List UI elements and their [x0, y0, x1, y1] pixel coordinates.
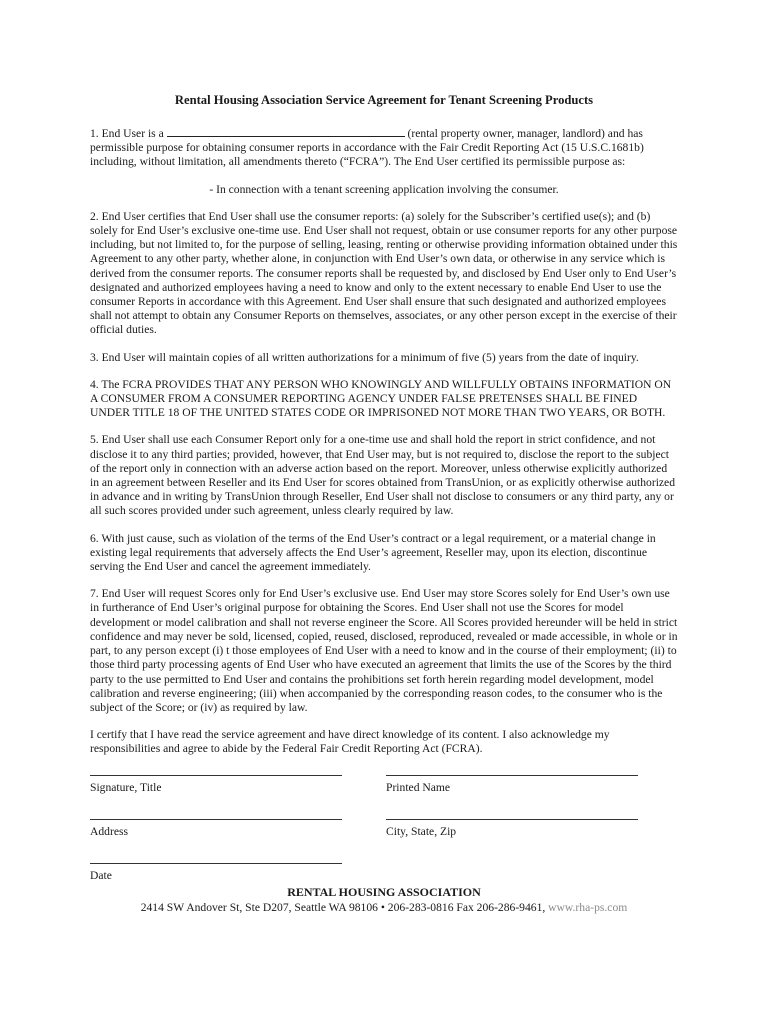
footer-contact	[90, 900, 678, 915]
date-line	[90, 863, 342, 864]
signature-line	[90, 775, 342, 776]
signature-title-field[interactable]	[90, 775, 342, 795]
date-field[interactable]	[90, 863, 342, 883]
footer-website-link[interactable]: www.rha-ps.com	[548, 900, 628, 914]
clause-2: 2. End User certifies that End User shall use the consumer reports: (a) solely for the Subscriber’s certified use(s); and (b) solely for End User’s exclusive one-time use. End User shall not request, obtain or use consumer reports for any other purpose including, but not limited to, for the purpose of selling, leasing, renting or otherwise providing information obtained under this Agreement to any other party, whether alone, in conjunction with End User’s own data, or otherwise in any service which is derived from the consumer reports. The consumer reports shall be requested by, and disclosed by End User only to End User’s designated and authorized employees having a need to know and only to the extent necessary to enable End User to use the consumer Reports in accordance with this Agreement. End User shall ensure that such designated and authorized employees shall not attempt to obtain any Consumer Reports on themselves, associates, or any other person except in the exercise of their official duties.	[90, 209, 678, 337]
clause-1-rest: (rental property owner, manager, landlord) and has permissible purpose for obtaining consumer reports in accordance with the Fair Credit Reporting Act (15 U.S.C.1681b) including, without limitation, all amendments thereto (“FCRA”). The End User certified its permissible purpose as:	[90, 127, 644, 169]
printed-name-line	[386, 775, 638, 776]
clause-4: 4. The FCRA PROVIDES THAT ANY PERSON WHO KNOWINGLY AND WILLFULLY OBTAINS INFORMATION ON A CONSUMER FROM A CONSUMER REPORTING AGENCY UNDER FALSE PRETENSES SHALL BE FINED UNDER TITLE 18 OF THE UNITED STATES CODE OR IMPRISONED NOT MORE THAN TWO YEARS, OR BOTH.	[90, 377, 672, 420]
clause-6: 6. With just cause, such as violation of the terms of the End User’s contract or a legal requirement, or a material change in existing legal requirements that adversely affects the End User’s agreement, Reseller may, upon its election, discontinue serving the End User and cancel the agreement immediately.	[90, 531, 656, 574]
clause-1	[90, 126, 678, 170]
address-field[interactable]	[90, 819, 342, 839]
clause-3: 3. End User will maintain copies of all written authorizations for a minimum of five (5) years from the date of inquiry.	[90, 350, 639, 364]
end-user-type-blank[interactable]	[167, 126, 405, 137]
clause-7: 7. End User will request Scores only for End User’s exclusive use. End User may store Scores solely for End User’s own use in furtherance of End User’s original purpose for obtaining the Scores. End User shall not use the Scores for model development or model calibration and shall not reverse engineer the Score. All Scores provided hereunder will be held in strict confidence and may never be sold, licensed, copied, reused, disclosed, reproduced, revealed or made accessible, in whole or in part, to any person except (i) t those employees of End User with a need to know and in the course of their employment; (ii) to those third party processing agents of End User who have executed an agreement that limits the use of the Scores by the third party to the use permitted to End User and contains the prohibitions set forth herein regarding model development, model calibration and reverse engineering; (iii) when accompanied by the corresponding reason codes, to the consumer who is the subject of the Score; or (iv) as required by law.	[90, 587, 678, 714]
footer	[90, 885, 678, 915]
printed-name-field[interactable]	[386, 775, 638, 795]
footer-address: 2414 SW Andover St, Ste D207, Seattle WA 98106 • 206-283-0816 Fax 206-286-9461,	[140, 900, 549, 914]
address-line	[90, 819, 342, 820]
signature-row-2	[90, 819, 638, 839]
signature-row-1	[90, 775, 638, 795]
city-state-zip-label: City, State, Zip	[386, 824, 457, 838]
permissible-purpose: - In connection with a tenant screening application involving the consumer.	[209, 182, 559, 196]
clause-1-lead: 1. End User is a	[90, 127, 167, 140]
signature-row-3	[90, 863, 638, 883]
city-state-zip-line	[386, 819, 638, 820]
document-title: Rental Housing Association Service Agreement for Tenant Screening Products	[174, 93, 594, 107]
clause-5: 5. End User shall use each Consumer Report only for a one-time use and shall hold the report in strict confidence, and not disclose it to any third parties; provided, however, that End User may, but is not required to, disclose the report to the subject of the report only in connection with an adverse action based on the report. Moreover, unless otherwise explicitly authorized in an agreement between Reseller and its End User for scores obtained from TransUnion, or as explicitly otherwise authorized in advance and in writing by TransUnion through Reseller, End User shall not disclose to consumers or any third party, any or all such scores provided under such agreement, unless clearly required by law.	[90, 433, 675, 518]
date-label: Date	[90, 868, 112, 882]
city-state-zip-field[interactable]	[386, 819, 638, 839]
printed-name-label: Printed Name	[386, 780, 451, 794]
certification-statement: I certify that I have read the service agreement and have direct knowledge of its content. I also acknowledge my responsibilities and agree to abide by the Federal Fair Credit Reporting Act (FCRA).	[90, 728, 610, 756]
footer-organization: RENTAL HOUSING ASSOCIATION	[287, 884, 481, 899]
address-label: Address	[90, 824, 128, 838]
signature-title-label: Signature, Title	[90, 780, 162, 794]
